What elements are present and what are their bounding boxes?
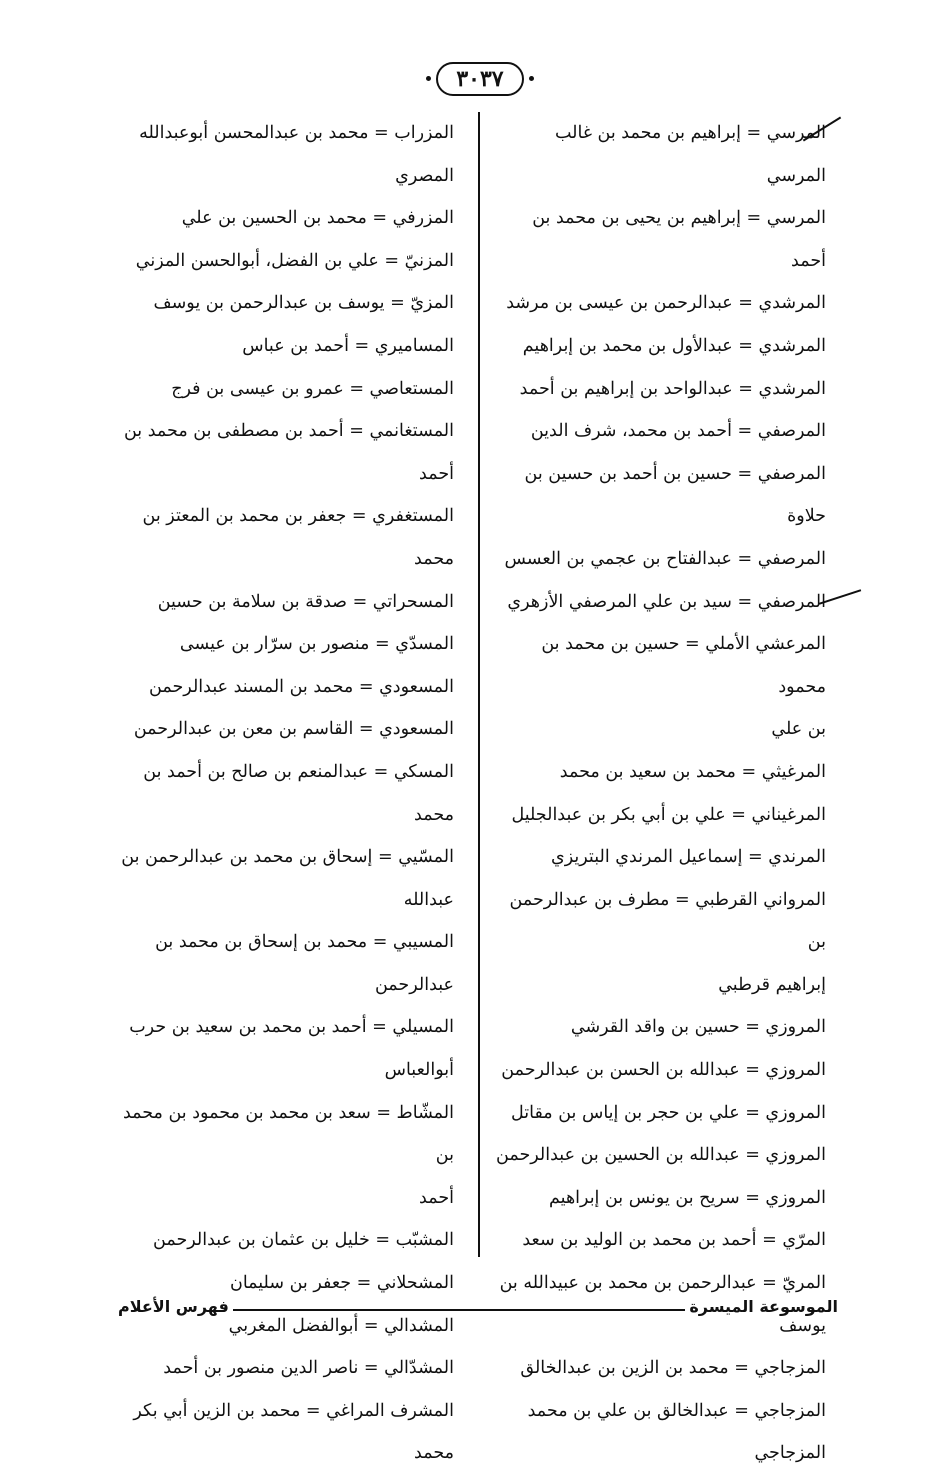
page-footer: [118, 1292, 838, 1316]
index-entry-line: المشحلاني = جعفر بن سليمان: [229, 1273, 454, 1294]
index-entry-line: المستغانمي = أحمد بن مصطفى بن محمد بن أحمد: [123, 421, 454, 484]
index-entry-line: المروزي = عبدالله بن الحسن بن عبدالرحمن: [501, 1060, 826, 1081]
index-entry-line: المزرفي = محمد بن الحسين بن علي: [181, 208, 454, 229]
footer-section-title: فهرس الأعلام: [118, 1297, 229, 1316]
index-entry-line: المسيلي = أحمد بن محمد بن سعيد بن حرب: [129, 1017, 454, 1038]
index-entry-line: المزجاجي: [754, 1443, 826, 1464]
left-index-column: [120, 112, 454, 1475]
index-entry-line: المرشدي = عبدالواحد بن إبراهيم بن أحمد: [519, 378, 826, 399]
index-entry-line: المزجاجي = محمد بن الزين بن عبدالخالق: [520, 1358, 826, 1379]
index-entry-line: المروزي = علي بن حجر بن إياس بن مقاتل: [510, 1102, 826, 1123]
index-entry-line: المسكي = عبدالمنعم بن صالح بن أحمد بن محمد: [143, 761, 454, 825]
index-entry-line: المصري: [395, 165, 454, 186]
index-entry-line: المرسي = إبراهيم بن محمد بن غالب المرسي: [554, 123, 826, 186]
index-entry-line: المرغيناني = علي بن أبي بكر بن عبدالجليل: [511, 804, 826, 825]
index-entry-line: المسعودي = محمد بن المسند عبدالرحمن: [149, 676, 454, 697]
index-entry-line: المسّيي = إسحاق بن محمد بن عبدالرحمن بن: [121, 847, 454, 868]
index-entry-line: المزراب = محمد بن عبدالمحسن أبوعبدالله: [139, 123, 454, 143]
index-entry-line: المريّ = عبدالرحمن بن محمد بن عبيدالله بن: [499, 1273, 826, 1294]
index-entry-line: المسعودي = القاسم بن معن بن عبدالرحمن: [133, 719, 454, 740]
footer-rule: [233, 1309, 686, 1311]
index-entry-line: المرندي = إسماعيل المرندي البتريزي: [551, 847, 826, 868]
index-entry-line: المشبّب = خليل بن عثمان بن عبدالرحمن: [153, 1230, 454, 1251]
index-entry-line: المستعاصي = عمرو بن عيسى بن فرج: [171, 378, 454, 399]
index-entry-line: المشدالي = أبوالفضل المغربي: [228, 1315, 454, 1336]
index-entry-line: المزجاجي = عبدالخالق بن علي بن محمد: [527, 1400, 826, 1421]
index-entry-line: المرّي = أحمد بن محمد بن الوليد بن سعد: [522, 1230, 826, 1251]
index-entry-line: المرصفي = عبدالفتاح بن عجمي بن العسس: [504, 548, 826, 569]
index-entry-line: أحمد: [419, 1187, 454, 1208]
index-entry-line: المرعشي الأملي = حسين بن محمد بن محمود: [541, 634, 826, 697]
index-entry-line: المرسي = إبراهيم بن يحيى بن محمد بن أحمد: [532, 208, 826, 271]
index-entry-line: أبوالعباس: [384, 1060, 454, 1081]
ornament-dot: [529, 76, 534, 81]
index-entry-line: المزيّ = يوسف بن عبدالرحمن بن يوسف: [153, 293, 454, 314]
page-number: ٣٠٣٧: [456, 66, 504, 92]
page-number-frame: [436, 62, 524, 96]
index-entry-line: المرشدي = عبدالرحمن بن عيسى بن مرشد: [506, 293, 826, 314]
index-entry-line: المروزي = سريح بن يونس بن إبراهيم: [549, 1187, 826, 1208]
index-entry-line: المرصفي = أحمد بن محمد، شرف الدين: [530, 421, 826, 442]
index-entry-line: المروزي = عبدالله بن الحسين بن عبدالرحمن: [496, 1145, 826, 1166]
right-index-column: [496, 112, 826, 1475]
index-entry-line: المرغيثي = محمد بن سعيد بن محمد: [559, 761, 826, 782]
index-entry-line: المرشدي = عبدالأول بن محمد بن إبراهيم: [522, 335, 826, 356]
index-entry-line: المشدّالي = ناصر الدين منصور بن أحمد: [163, 1358, 454, 1379]
index-entry-line: عبدالرحمن: [374, 974, 454, 995]
index-entry-line: المستغفري = جعفر بن محمد بن المعتز بن محمد: [142, 506, 454, 569]
index-entry-line: المرواني القرطبي = مطرف بن عبدالرحمن بن: [509, 889, 826, 953]
index-entry-line: المروزي = حسين بن واقد القرشي: [570, 1017, 826, 1038]
footer-book-title: الموسوعة الميسرة: [689, 1297, 838, 1316]
index-entry-line: المسحراتي = صدقة بن سلامة بن حسين: [157, 591, 454, 612]
index-entry-line: المرصفي = سيد بن علي المرصفي الأزهري: [507, 591, 826, 612]
index-entry-line: المشرف المراغي = محمد بن الزين أبي بكر محمد: [133, 1400, 454, 1464]
index-entry-line: إبراهيم قرطبي: [718, 974, 826, 995]
index-entry-line: المشّاط = سعد بن محمد بن محمود بن محمد بن: [122, 1102, 454, 1166]
index-entry-line: يوسف: [779, 1315, 826, 1336]
index-entry-line: المسدّي = منصور بن سرّار بن عيسى: [179, 634, 454, 655]
ornament-dot: [426, 76, 431, 81]
column-divider: [478, 112, 480, 1257]
index-entry-line: عبدالله: [403, 889, 454, 910]
index-entry-line: بن علي: [771, 719, 826, 740]
index-entry-line: المسيبي = محمد بن إسحاق بن محمد بن: [155, 932, 454, 953]
index-entry-line: المساميري = أحمد بن عباس: [242, 335, 454, 356]
index-entry-line: المرصفي = حسين بن أحمد بن حسين بن حلاوة: [524, 463, 826, 527]
index-entry-line: المزنيّ = علي بن الفضل، أبوالحسن المزني: [135, 250, 454, 271]
